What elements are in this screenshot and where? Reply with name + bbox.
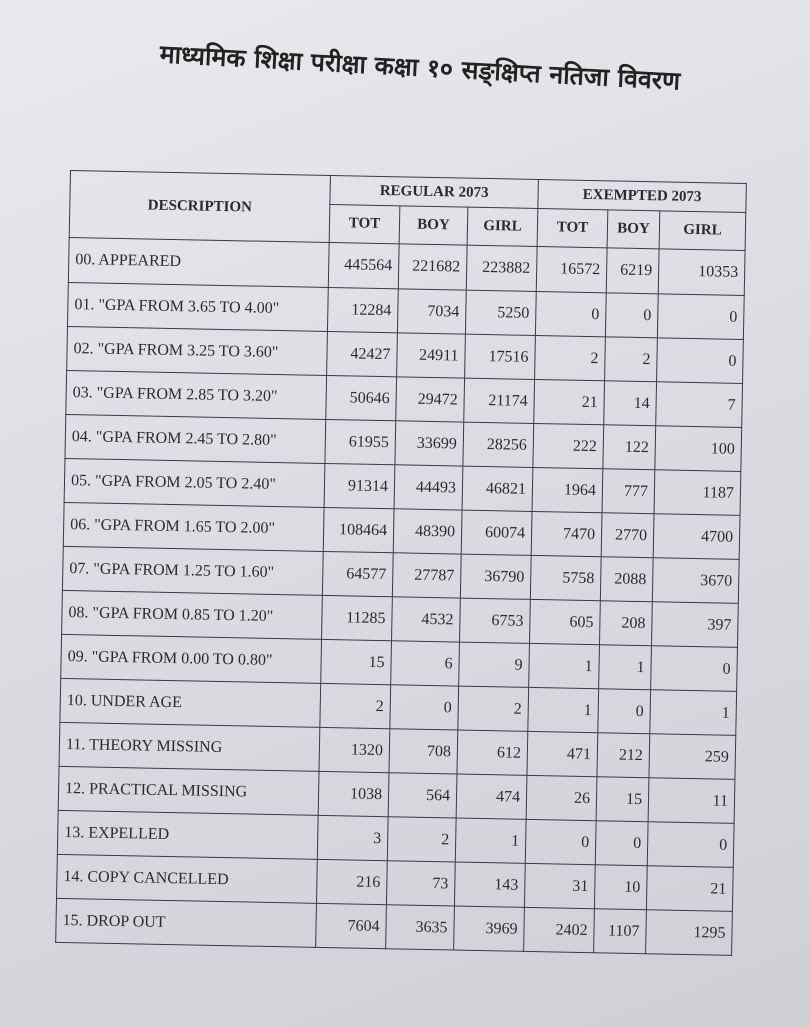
header-exempted-girl: GIRL (659, 211, 746, 250)
cell-regular-girl: 5250 (465, 290, 536, 335)
cell-regular-boy: 29472 (396, 377, 465, 422)
cell-regular-boy: 4532 (392, 597, 461, 642)
cell-regular-girl: 46821 (462, 466, 533, 511)
cell-exempted-girl: 4700 (653, 514, 740, 560)
cell-exempted-girl: 1 (650, 690, 737, 736)
cell-regular-girl: 474 (456, 774, 527, 819)
cell-exempted-tot: 471 (527, 731, 598, 776)
cell-exempted-girl: 0 (657, 294, 744, 340)
row-description: 07. "GPA FROM 1.25 TO 1.60" (62, 546, 323, 595)
cell-exempted-boy: 2 (605, 337, 658, 382)
cell-regular-girl: 6753 (460, 598, 531, 643)
cell-regular-girl: 28256 (463, 422, 534, 467)
cell-regular-tot: 15 (321, 639, 392, 684)
cell-regular-boy: 33699 (395, 421, 464, 466)
cell-regular-tot: 61955 (325, 419, 396, 464)
cell-regular-boy: 27787 (392, 553, 461, 598)
cell-exempted-boy: 0 (598, 689, 651, 734)
cell-exempted-boy: 10 (594, 865, 647, 910)
cell-exempted-tot: 222 (533, 423, 604, 468)
cell-exempted-girl: 1295 (646, 910, 733, 956)
cell-regular-boy: 0 (390, 685, 459, 730)
cell-exempted-girl: 10353 (658, 249, 745, 296)
cell-regular-girl: 9 (459, 642, 530, 687)
cell-regular-boy: 24911 (397, 333, 466, 378)
header-regular: REGULAR 2073 (330, 176, 539, 209)
cell-exempted-boy: 2770 (601, 513, 654, 558)
cell-exempted-boy: 0 (605, 293, 658, 338)
cell-regular-boy: 564 (388, 773, 457, 818)
cell-exempted-girl: 397 (652, 602, 739, 648)
row-description: 10. UNDER AGE (60, 678, 321, 727)
cell-regular-tot: 108464 (323, 507, 394, 552)
cell-exempted-girl: 3670 (652, 558, 739, 604)
header-regular-boy: BOY (399, 206, 468, 245)
row-description: 13. EXPELLED (57, 810, 318, 859)
cell-regular-tot: 2 (320, 683, 391, 728)
cell-regular-girl: 612 (457, 730, 528, 775)
row-description: 04. "GPA FROM 2.45 TO 2.80" (65, 414, 326, 463)
cell-exempted-tot: 1 (529, 643, 600, 688)
cell-exempted-tot: 7470 (531, 511, 602, 556)
cell-regular-tot: 1038 (318, 771, 389, 816)
cell-exempted-boy: 15 (596, 777, 649, 822)
cell-regular-tot: 12284 (327, 287, 398, 332)
header-exempted: EXEMPTED 2073 (538, 179, 747, 212)
cell-exempted-girl: 1187 (654, 470, 741, 516)
cell-exempted-girl: 11 (648, 778, 735, 824)
cell-exempted-tot: 16572 (536, 246, 607, 292)
cell-regular-girl: 21174 (464, 378, 535, 423)
cell-regular-tot: 3 (317, 815, 388, 860)
results-table (55, 170, 747, 956)
cell-exempted-boy: 0 (595, 821, 648, 866)
cell-regular-tot: 64577 (322, 551, 393, 596)
results-table-container (54, 170, 745, 991)
table-body (56, 237, 745, 955)
cell-exempted-boy: 208 (600, 601, 653, 646)
cell-exempted-boy: 1107 (594, 909, 647, 954)
header-description: DESCRIPTION (69, 171, 330, 243)
cell-regular-girl: 36790 (460, 554, 531, 599)
cell-exempted-tot: 0 (535, 291, 606, 336)
row-description: 03. "GPA FROM 2.85 TO 3.20" (66, 370, 327, 419)
cell-regular-boy: 44493 (394, 465, 463, 510)
row-description: 05. "GPA FROM 2.05 TO 2.40" (64, 458, 325, 507)
cell-regular-tot: 216 (316, 859, 387, 904)
cell-regular-tot: 42427 (327, 331, 398, 376)
cell-regular-girl: 2 (458, 686, 529, 731)
cell-regular-boy: 7034 (397, 289, 466, 334)
cell-exempted-boy: 122 (603, 425, 656, 470)
row-description: 08. "GPA FROM 0.85 TO 1.20" (62, 590, 323, 639)
header-regular-girl: GIRL (467, 208, 538, 247)
cell-regular-tot: 1320 (319, 727, 390, 772)
cell-exempted-girl: 100 (655, 426, 742, 472)
cell-regular-tot: 91314 (324, 463, 395, 508)
row-description: 11. THEORY MISSING (59, 722, 320, 771)
cell-exempted-girl: 259 (649, 734, 736, 780)
cell-regular-boy: 48390 (393, 509, 462, 554)
header-regular-tot: TOT (329, 205, 400, 244)
cell-exempted-tot: 2 (535, 335, 606, 380)
row-description: 14. COPY CANCELLED (57, 854, 318, 903)
row-description: 15. DROP OUT (56, 898, 317, 947)
cell-regular-girl: 1 (455, 818, 526, 863)
cell-exempted-tot: 31 (524, 863, 595, 908)
cell-regular-tot: 50646 (326, 375, 397, 420)
cell-exempted-tot: 605 (530, 599, 601, 644)
cell-exempted-tot: 26 (526, 775, 597, 820)
cell-exempted-boy: 14 (604, 381, 657, 426)
cell-exempted-girl: 0 (657, 338, 744, 384)
header-exempted-tot: TOT (537, 209, 608, 248)
cell-exempted-boy: 6219 (606, 248, 659, 294)
cell-exempted-girl: 0 (651, 646, 738, 692)
cell-regular-girl: 60074 (461, 510, 532, 555)
row-description: 02. "GPA FROM 3.25 TO 3.60" (67, 326, 328, 375)
row-description: 06. "GPA FROM 1.65 TO 2.00" (63, 502, 324, 551)
row-description: 09. "GPA FROM 0.00 TO 0.80" (61, 634, 322, 683)
cell-regular-tot: 11285 (322, 595, 393, 640)
cell-regular-boy: 3635 (386, 905, 455, 950)
cell-exempted-boy: 212 (597, 733, 650, 778)
cell-exempted-tot: 0 (525, 819, 596, 864)
cell-exempted-tot: 2402 (524, 907, 595, 952)
cell-exempted-girl: 21 (646, 866, 733, 912)
cell-regular-tot: 445564 (328, 242, 399, 288)
header-exempted-boy: BOY (607, 210, 660, 249)
cell-regular-boy: 221682 (398, 244, 467, 290)
page-title: माध्यमिक शिक्षा परीक्षा कक्षा १० सङ्क्षिप्त नतिजा विवरण (159, 39, 681, 96)
cell-exempted-boy: 1 (599, 645, 652, 690)
cell-regular-girl: 17516 (465, 334, 536, 379)
cell-exempted-boy: 2088 (600, 557, 653, 602)
cell-regular-boy: 6 (391, 641, 460, 686)
cell-regular-boy: 708 (389, 729, 458, 774)
row-description: 00. APPEARED (68, 237, 329, 287)
cell-exempted-girl: 7 (656, 382, 743, 428)
cell-exempted-boy: 777 (602, 469, 655, 514)
cell-exempted-tot: 1 (528, 687, 599, 732)
cell-exempted-tot: 1964 (532, 467, 603, 512)
cell-regular-girl: 143 (454, 862, 525, 907)
cell-exempted-tot: 5758 (530, 555, 601, 600)
cell-regular-girl: 223882 (466, 245, 537, 291)
row-description: 01. "GPA FROM 3.65 TO 4.00" (67, 282, 328, 331)
cell-regular-boy: 73 (386, 861, 455, 906)
cell-exempted-girl: 0 (647, 822, 734, 868)
cell-exempted-tot: 21 (534, 379, 605, 424)
row-description: 12. PRACTICAL MISSING (58, 766, 319, 815)
cell-regular-girl: 3969 (454, 906, 525, 951)
cell-regular-tot: 7604 (316, 903, 387, 948)
cell-regular-boy: 2 (387, 817, 456, 862)
